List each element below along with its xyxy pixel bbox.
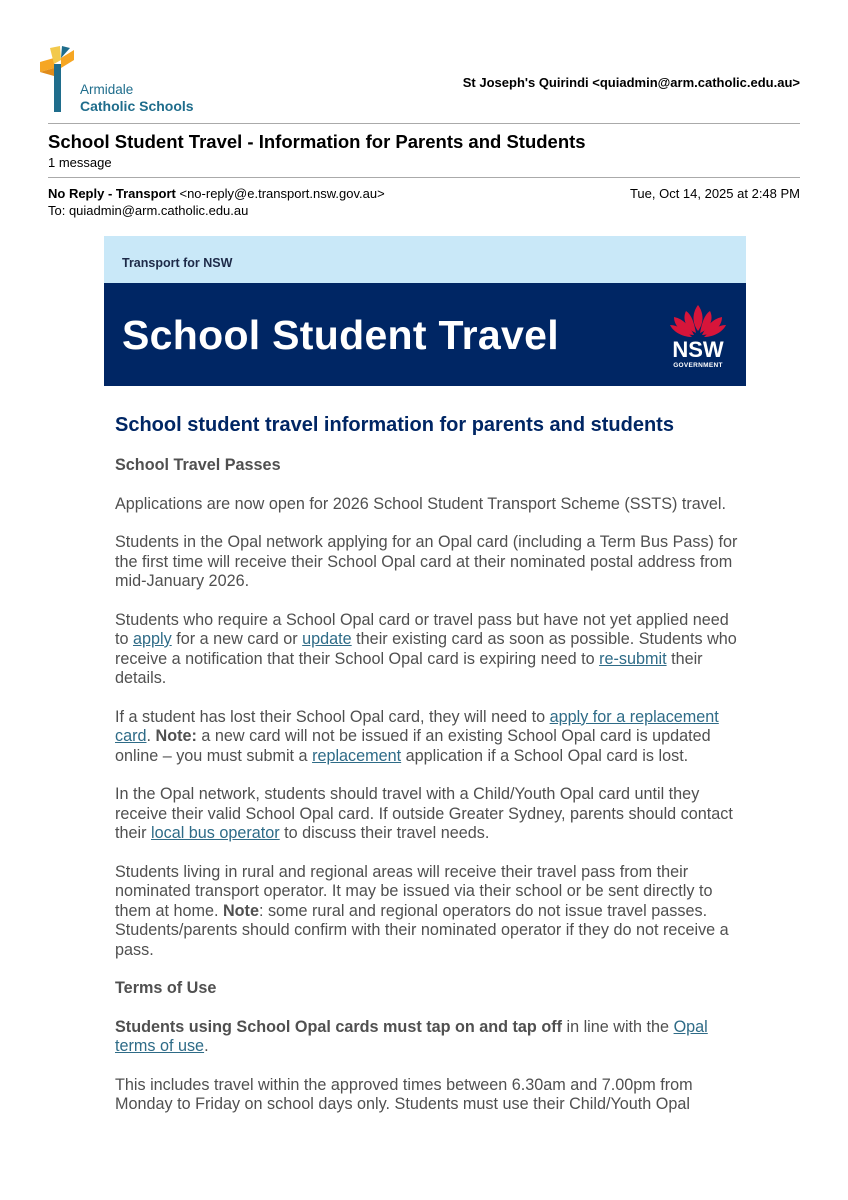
text: If a student has lost their School Opal card, they will need to — [115, 707, 550, 726]
note-label: Note — [222, 901, 259, 920]
text: . — [146, 727, 156, 745]
from-name: No Reply - Transport — [48, 186, 176, 201]
paragraph-applications-open: Applications are now open for 2026 School Student Transport Scheme (SSTS) travel. — [115, 494, 726, 513]
text: : some rural and regional operators do not issue travel passes. Students/parents should confirm with their nominated operator if they do not receive a pass. — [115, 901, 729, 959]
opal-terms-link[interactable]: Opal terms of use — [115, 1017, 708, 1055]
body-heading: School student travel information for parents and students — [115, 414, 674, 436]
nsw-government-logo — [666, 303, 730, 373]
note-label: Note: — [155, 727, 197, 745]
text: In the Opal network, students should travel with a Child/Youth Opal card until they receive their valid School Opal card. If outside Greater Sydney, parents should contact their — [115, 785, 733, 842]
apply-link[interactable]: apply — [133, 630, 172, 648]
agency-name: Transport for NSW — [122, 256, 233, 270]
logo-name-line2: Catholic Schools — [80, 98, 194, 114]
account-address: St Joseph's Quirindi <quiadmin@arm.catholic.edu.au> — [462, 75, 800, 90]
text: in line with the — [561, 1017, 674, 1036]
message-date: Tue, Oct 14, 2025 at 2:48 PM — [629, 186, 800, 201]
banner-title-bar — [104, 283, 746, 386]
update-link[interactable]: update — [302, 630, 352, 648]
text: their details. — [115, 649, 703, 687]
paragraph-opal-network — [115, 785, 740, 844]
resubmit-link[interactable]: re-submit — [599, 649, 667, 668]
message-count: 1 message — [48, 155, 112, 170]
logo-name-line1: Armidale — [80, 82, 134, 97]
text: application if a School Opal card is lost. — [401, 746, 689, 765]
paragraph-tap-on-off — [115, 1018, 740, 1057]
terms-heading: Terms of Use — [115, 979, 217, 997]
paragraph-approved-times: This includes travel within the approved times between 6.30am and 7.00pm from Monday to Friday on school days only. Students must use their Child/Youth Opal — [115, 1075, 693, 1113]
paragraph-rural-regional — [115, 863, 740, 961]
tap-rule: Students using School Opal cards must tap on and tap off — [115, 1017, 562, 1036]
paragraph-first-time: Students in the Opal network applying for an Opal card (including a Term Bus Pass) for the first time will receive their School Opal card at their nominated postal address from mid-January 2026. — [115, 533, 738, 590]
message-from — [48, 186, 385, 201]
nsw-wordmark: NSW — [672, 337, 724, 362]
email-subject: School Student Travel - Information for Parents and Students — [48, 131, 586, 152]
banner-agency-bar — [104, 236, 746, 283]
banner-title: School Student Travel — [122, 312, 559, 358]
waratah-icon — [666, 303, 730, 339]
replacement-link[interactable]: replacement — [312, 746, 402, 765]
local-bus-operator-link[interactable]: local bus operator — [151, 824, 280, 842]
text: for a new card or — [171, 630, 303, 648]
government-wordmark: GOVERNMENT — [673, 362, 723, 369]
text: Students living in rural and regional areas will receive their travel pass from their nominated transport operator. It may be issued via their school or be sent directly to them at home. — [115, 862, 713, 920]
text: a new card will not be issued if an existing School Opal card is updated online – you must submit a — [115, 727, 711, 765]
replacement-card-link[interactable]: apply for a replacement card — [115, 707, 719, 745]
cross-logo-icon — [40, 46, 80, 116]
subject-divider — [48, 177, 800, 178]
text: to discuss their travel needs. — [279, 824, 490, 842]
from-email: <no-reply@e.transport.nsw.gov.au> — [179, 186, 385, 201]
paragraph-lost-card — [115, 708, 740, 767]
passes-heading: School Travel Passes — [115, 456, 281, 474]
email-body — [115, 413, 740, 1134]
text: . — [204, 1037, 209, 1055]
text: Students who require a School Opal card or travel pass but have not yet applied need to — [115, 610, 729, 648]
header-divider — [48, 123, 800, 124]
school-logo — [40, 46, 210, 116]
message-to: To: quiadmin@arm.catholic.edu.au — [48, 203, 249, 218]
text: their existing card as soon as possible. Students who receive a notification that their School Opal card is expiring need to — [115, 630, 737, 668]
paragraph-apply-update — [115, 611, 740, 689]
